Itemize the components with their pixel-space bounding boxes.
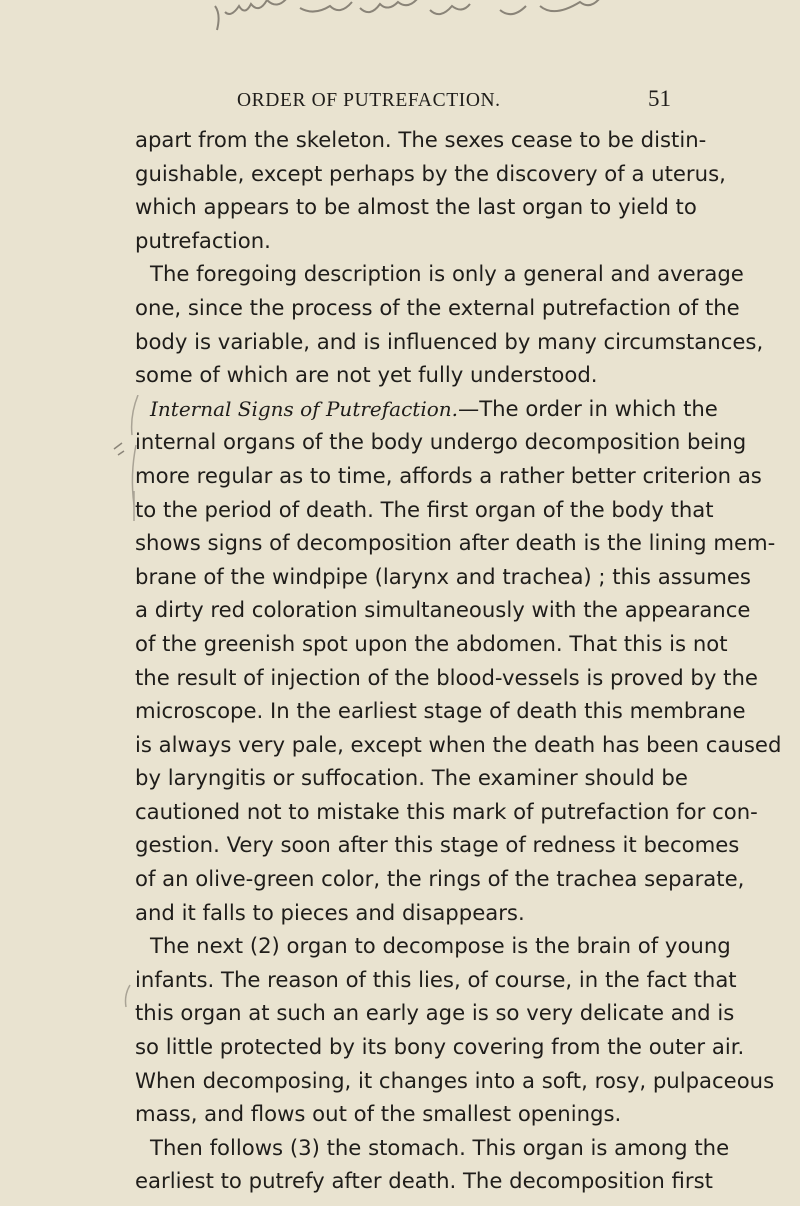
text-line (135, 862, 745, 896)
text-line-content: internal organs of the body undergo decomposition being (135, 429, 747, 455)
text-line (135, 493, 714, 527)
text-line-content: When decomposing, it changes into a soft, rosy, pulpaceous (135, 1067, 775, 1093)
text-line (135, 291, 740, 325)
text-line-content: by laryngitis or suffocation. The examiner should be (135, 765, 688, 791)
text-line (135, 123, 707, 157)
text-line (135, 694, 746, 728)
text-line (135, 929, 731, 963)
text-line-content: some of which are not yet fully understood. (135, 362, 598, 388)
text-line (135, 1064, 775, 1098)
text-line-content: the result of injection of the blood-vessels is proved by the (135, 664, 758, 690)
text-line (135, 358, 655, 392)
text-line (135, 761, 688, 795)
text-line (135, 661, 758, 695)
text-line (135, 560, 751, 594)
section-heading-italic: Internal Signs of Putrefaction. (150, 396, 458, 421)
text-line (135, 896, 655, 930)
text-line (135, 325, 764, 359)
page-number: 51 (648, 86, 671, 111)
text-line-content: The foregoing description is only a general and average (150, 261, 744, 287)
text-line (135, 257, 744, 291)
text-line (135, 1131, 730, 1165)
text-line-content: of an olive-green color, the rings of the trachea separate, (135, 866, 745, 892)
text-line-content: more regular as to time, affords a rather better criterion as (135, 462, 762, 488)
text-line (135, 1097, 655, 1131)
text-line (135, 392, 718, 426)
text-line-content: cautioned not to mistake this mark of putrefaction for con- (135, 798, 758, 824)
text-line-content: guishable, except perhaps by the discovery of a uterus, (135, 160, 726, 186)
text-line-content: brane of the windpipe (larynx and trachea) ; this assumes (135, 563, 751, 589)
text-line-content: this organ at such an early age is so very delicate and is (135, 1000, 735, 1026)
text-line (135, 190, 697, 224)
body-text (135, 123, 782, 1198)
text-line-content: earliest to putrefy after death. The decomposition first (135, 1168, 713, 1194)
handwritten-annotation (0, 0, 800, 40)
text-line (135, 1164, 713, 1198)
text-line (135, 795, 758, 829)
text-line-content: infants. The reason of this lies, of course, in the fact that (135, 966, 737, 992)
text-line-content: to the period of death. The first organ of the body that (135, 496, 714, 522)
text-line-content: Then follows (3) the stomach. This organ is among the (150, 1134, 730, 1160)
text-line (135, 728, 782, 762)
text-line-content: The next (2) organ to decompose is the brain of young (150, 933, 731, 959)
text-line (135, 627, 728, 661)
text-line (135, 459, 762, 493)
text-line-content: microscope. In the earliest stage of death this membrane (135, 698, 746, 724)
text-line-content: apart from the skeleton. The sexes cease to be distin- (135, 127, 707, 152)
text-line-content: a dirty red coloration simultaneously with the appearance (135, 597, 751, 623)
text-line (135, 1030, 745, 1064)
text-line-content: —The order in which the (458, 395, 718, 421)
text-line-content: putrefaction. (135, 227, 271, 253)
text-line-content: body is variable, and is influenced by many circumstances, (135, 328, 764, 354)
text-line-content: of the greenish spot upon the abdomen. That this is not (135, 630, 728, 656)
text-line (135, 593, 751, 627)
text-line-content: mass, and flows out of the smallest openings. (135, 1101, 622, 1127)
text-line-content: is always very pale, except when the death has been caused (135, 731, 782, 757)
running-head: ORDER OF PUTREFACTION. (237, 90, 501, 111)
text-line (135, 828, 740, 862)
text-line (135, 963, 737, 997)
text-line-content: gestion. Very soon after this stage of redness it becomes (135, 832, 740, 858)
text-line (135, 996, 735, 1030)
text-line-content: one, since the process of the external putrefaction of the (135, 294, 740, 320)
text-line (135, 224, 655, 258)
text-line-content: shows signs of decomposition after death is the lining mem- (135, 530, 776, 556)
text-line (135, 157, 726, 191)
margin-pencil-marks (100, 395, 140, 1015)
text-line (135, 425, 747, 459)
text-line-content: which appears to be almost the last organ to yield to (135, 194, 697, 220)
text-line-content: so little protected by its bony covering from the outer air. (135, 1034, 745, 1060)
text-line (135, 526, 776, 560)
text-line-content: and it falls to pieces and disappears. (135, 899, 525, 925)
